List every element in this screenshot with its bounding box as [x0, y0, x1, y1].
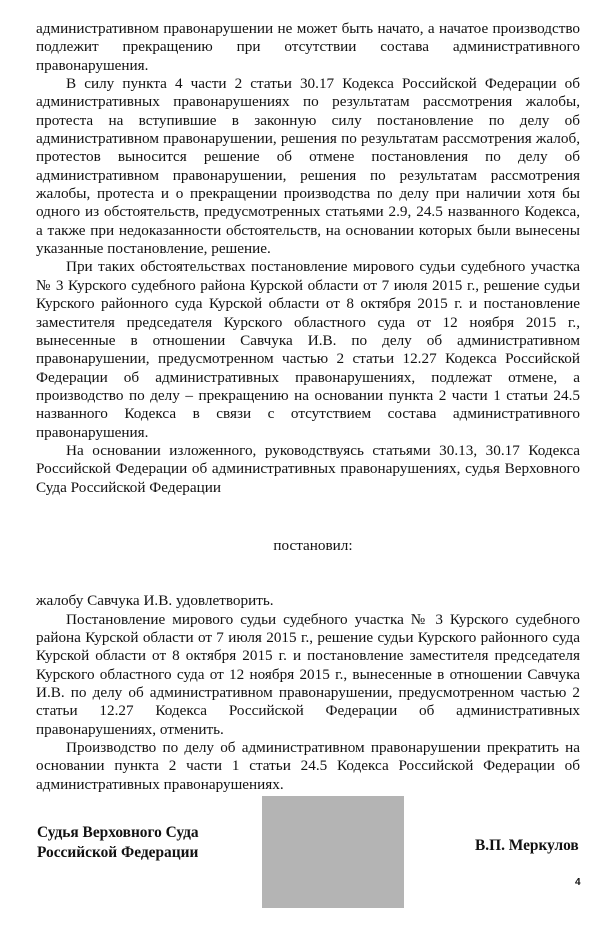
document-body [36, 20, 580, 794]
paragraph-circumstances: При таких обстоятельствах постановление мирового судьи судебного участка № 3 Курского судебного района Курской области от 7 июля 2015 г., решение судьи Курского районного суда Курской области от 8 октября 2015 г. и постановление заместителя председателя Курского областного суда от 12 ноября 2015 г., вынесенные в отношении Савчука И.В. по делу об административном правонарушении, предусмотренном частью 2 статьи 12.27 Кодекса Российской Федерации об административных правонарушениях, подлежат отмене, а производство по делу – прекращению на основании пункта 2 части 1 статьи 24.5 названного Кодекса в связи с отсутствием состава административного правонарушения. [36, 258, 580, 441]
signature-title [37, 823, 199, 863]
verdict-heading: постановил: [273, 536, 353, 554]
paragraph-article-30-17: В силу пункта 4 части 2 статьи 30.17 Кодекса Российской Федерации об административных правонарушениях по результатам рассмотрения жалобы, протеста на вступившие в законную силу постановление по делу об административном правонарушении, решения по результатам рассмотрения жалоб, протестов выносится решение об отмене постановления по делу об административном правонарушении, решения по результатам рассмотрения жалобы, протеста и о прекращении производства по делу при наличии хотя бы одного из обстоятельств, предусмотренных статьями 2.9, 24.5 названного Кодекса, а также при недоказанности обстоятельств, на основании которых были вынесены указанные постановление, решение. [36, 75, 580, 258]
paragraph-decisions-annulled: Постановление мирового судьи судебного участка № 3 Курского судебного района Курской области от 7 июля 2015 г., решение судьи Курского районного суда Курской области от 8 октября 2015 г. и постановление заместителя председателя Курского областного суда от 12 ноября 2015 г., вынесенные в отношении Савчука И.В. по делу об административном правонарушении, предусмотренном частью 2 статьи 12.27 Кодекса Российской Федерации об административных правонарушениях, отменить. [36, 610, 580, 738]
page-number: 4 [575, 877, 581, 888]
paragraph-proceedings-terminated: Производство по делу об административном правонарушении прекратить на основании пункта 2 части 1 статьи 24.5 Кодекса Российской Федерации об административных правонарушениях. [36, 739, 580, 793]
signature-title-line2: Российской Федерации [37, 844, 199, 861]
redacted-signature-stamp [262, 796, 404, 908]
paragraph-complaint-granted: жалобу Савчука И.В. удовлетворить. [36, 592, 274, 610]
paragraph-grounds: На основании изложенного, руководствуясь статьями 30.13, 30.17 Кодекса Российской Федерации об административных правонарушениях, судья Верховного Суда Российской Федерации [36, 441, 580, 496]
signature-name: В.П. Меркулов [475, 837, 579, 854]
paragraph-continuation: административном правонарушении не может быть начато, а начатое производство подлежит прекращению при отсутствии состава административного правонарушения. [36, 20, 580, 74]
signature-title-line1: Судья Верховного Суда [37, 824, 199, 841]
